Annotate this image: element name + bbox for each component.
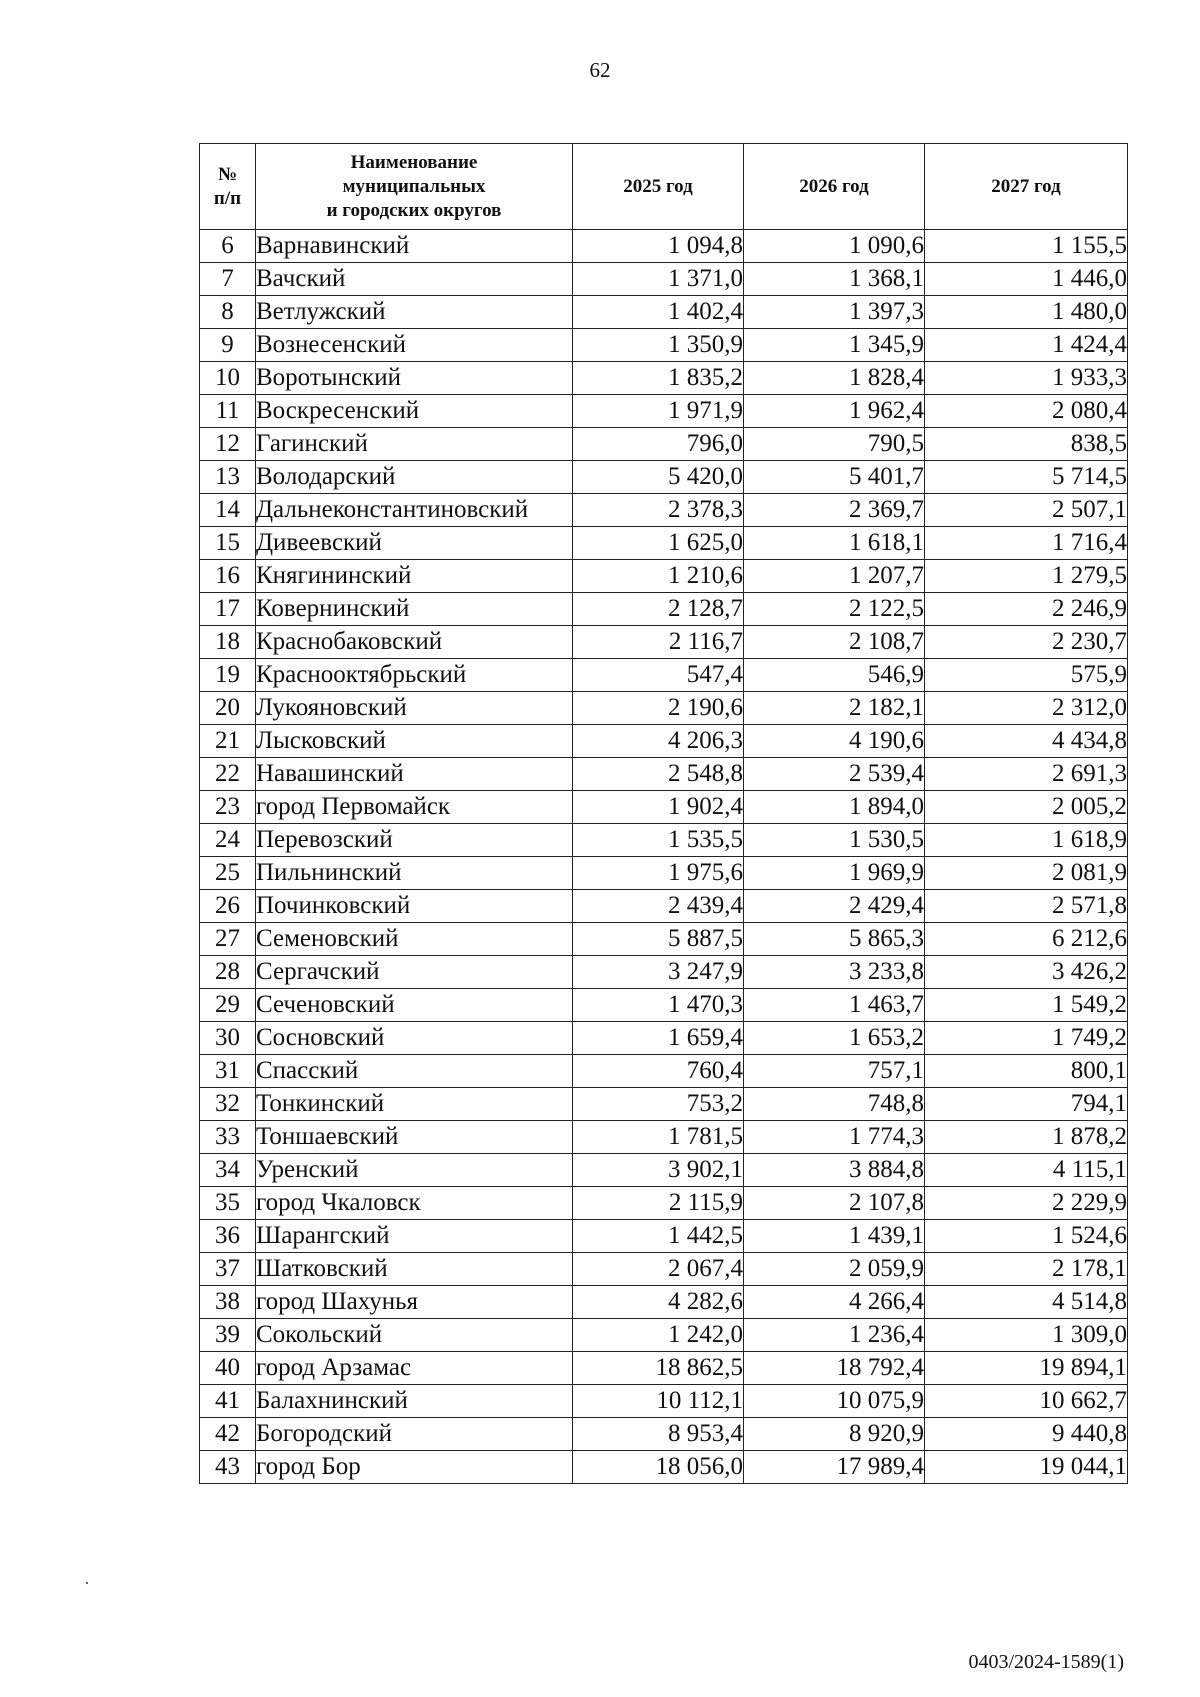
value-2025: 1 659,4: [573, 1022, 744, 1055]
row-number: 42: [200, 1418, 256, 1451]
row-number: 20: [200, 692, 256, 725]
value-2026: 1 653,2: [744, 1022, 925, 1055]
row-number: 35: [200, 1187, 256, 1220]
table-row: [200, 791, 1128, 824]
value-2026: 2 369,7: [744, 494, 925, 527]
value-2025: 1 442,5: [573, 1220, 744, 1253]
table-row: [200, 725, 1128, 758]
district-name: Уренский: [256, 1154, 573, 1187]
value-2026: 1 397,3: [744, 296, 925, 329]
table-row: [200, 1385, 1128, 1418]
district-name: Воротынский: [256, 362, 573, 395]
value-2026: 10 075,9: [744, 1385, 925, 1418]
value-2025: 3 247,9: [573, 956, 744, 989]
header-2027: 2027 год: [925, 144, 1128, 230]
value-2026: 1 236,4: [744, 1319, 925, 1352]
value-2025: 5 420,0: [573, 461, 744, 494]
district-name: Пильнинский: [256, 857, 573, 890]
row-number: 39: [200, 1319, 256, 1352]
district-name: Сергачский: [256, 956, 573, 989]
value-2025: 2 116,7: [573, 626, 744, 659]
value-2026: 2 429,4: [744, 890, 925, 923]
row-number: 29: [200, 989, 256, 1022]
value-2026: 1 774,3: [744, 1121, 925, 1154]
value-2027: 1 155,5: [925, 230, 1128, 263]
table-row: [200, 692, 1128, 725]
value-2025: 18 056,0: [573, 1451, 744, 1484]
value-2025: 2 548,8: [573, 758, 744, 791]
value-2027: 2 571,8: [925, 890, 1128, 923]
value-2025: 1 242,0: [573, 1319, 744, 1352]
value-2027: 2 230,7: [925, 626, 1128, 659]
value-2027: 2 229,9: [925, 1187, 1128, 1220]
value-2027: 4 434,8: [925, 725, 1128, 758]
value-2027: 1 279,5: [925, 560, 1128, 593]
value-2026: 2 108,7: [744, 626, 925, 659]
district-name: Сокольский: [256, 1319, 573, 1352]
table-row: [200, 857, 1128, 890]
row-number: 23: [200, 791, 256, 824]
table-row: [200, 395, 1128, 428]
table-row: [200, 362, 1128, 395]
table-row: [200, 1121, 1128, 1154]
value-2027: 2 081,9: [925, 857, 1128, 890]
row-number: 14: [200, 494, 256, 527]
value-2025: 2 128,7: [573, 593, 744, 626]
value-2026: 5 401,7: [744, 461, 925, 494]
district-name: Перевозский: [256, 824, 573, 857]
district-name: Тоншаевский: [256, 1121, 573, 1154]
row-number: 37: [200, 1253, 256, 1286]
district-name: Богородский: [256, 1418, 573, 1451]
value-2027: 1 309,0: [925, 1319, 1128, 1352]
value-2026: 18 792,4: [744, 1352, 925, 1385]
value-2025: 547,4: [573, 659, 744, 692]
row-number: 28: [200, 956, 256, 989]
value-2025: 1 902,4: [573, 791, 744, 824]
value-2025: 2 378,3: [573, 494, 744, 527]
district-name: Починковский: [256, 890, 573, 923]
value-2027: 1 618,9: [925, 824, 1128, 857]
row-number: 9: [200, 329, 256, 362]
value-2027: 10 662,7: [925, 1385, 1128, 1418]
value-2027: 800,1: [925, 1055, 1128, 1088]
table-row: [200, 824, 1128, 857]
value-2025: 18 862,5: [573, 1352, 744, 1385]
row-number: 7: [200, 263, 256, 296]
district-name: Дивеевский: [256, 527, 573, 560]
district-name: Гагинский: [256, 428, 573, 461]
row-number: 6: [200, 230, 256, 263]
table-row: [200, 1451, 1128, 1484]
table-body: [200, 230, 1128, 1484]
row-number: 38: [200, 1286, 256, 1319]
value-2027: 2 312,0: [925, 692, 1128, 725]
table-row: [200, 461, 1128, 494]
value-2026: 8 920,9: [744, 1418, 925, 1451]
value-2027: 1 446,0: [925, 263, 1128, 296]
row-number: 30: [200, 1022, 256, 1055]
value-2025: 2 115,9: [573, 1187, 744, 1220]
district-name: Навашинский: [256, 758, 573, 791]
district-name: город Шахунья: [256, 1286, 573, 1319]
value-2025: 1 210,6: [573, 560, 744, 593]
district-name: Краснооктябрьский: [256, 659, 573, 692]
value-2025: 760,4: [573, 1055, 744, 1088]
value-2027: 1 424,4: [925, 329, 1128, 362]
value-2026: 1 618,1: [744, 527, 925, 560]
district-name: Княгининский: [256, 560, 573, 593]
district-name: Ковернинский: [256, 593, 573, 626]
value-2025: 8 953,4: [573, 1418, 744, 1451]
value-2027: 1 480,0: [925, 296, 1128, 329]
district-name: Вачский: [256, 263, 573, 296]
value-2027: 2 246,9: [925, 593, 1128, 626]
row-number: 33: [200, 1121, 256, 1154]
value-2026: 748,8: [744, 1088, 925, 1121]
value-2026: 5 865,3: [744, 923, 925, 956]
district-name: Воскресенский: [256, 395, 573, 428]
district-name: Балахнинский: [256, 1385, 573, 1418]
district-name: Шарангский: [256, 1220, 573, 1253]
page-number: 62: [589, 58, 611, 82]
district-name: Вознесенский: [256, 329, 573, 362]
value-2027: 1 716,4: [925, 527, 1128, 560]
row-number: 21: [200, 725, 256, 758]
value-2027: 4 514,8: [925, 1286, 1128, 1319]
value-2027: 1 933,3: [925, 362, 1128, 395]
row-number: 16: [200, 560, 256, 593]
value-2027: 1 749,2: [925, 1022, 1128, 1055]
value-2025: 1 350,9: [573, 329, 744, 362]
value-2026: 3 233,8: [744, 956, 925, 989]
value-2027: 1 878,2: [925, 1121, 1128, 1154]
value-2026: 2 059,9: [744, 1253, 925, 1286]
row-number: 10: [200, 362, 256, 395]
value-2026: 1 368,1: [744, 263, 925, 296]
value-2026: 546,9: [744, 659, 925, 692]
district-name: Тонкинский: [256, 1088, 573, 1121]
value-2025: 1 535,5: [573, 824, 744, 857]
row-number: 11: [200, 395, 256, 428]
value-2027: 2 507,1: [925, 494, 1128, 527]
value-2025: 10 112,1: [573, 1385, 744, 1418]
district-name: Шатковский: [256, 1253, 573, 1286]
value-2025: 1 371,0: [573, 263, 744, 296]
value-2025: 1 470,3: [573, 989, 744, 1022]
value-2027: 575,9: [925, 659, 1128, 692]
value-2026: 2 539,4: [744, 758, 925, 791]
value-2026: 2 107,8: [744, 1187, 925, 1220]
value-2025: 4 282,6: [573, 1286, 744, 1319]
table-header: [200, 144, 1128, 230]
value-2027: 2 080,4: [925, 395, 1128, 428]
value-2026: 1 828,4: [744, 362, 925, 395]
row-number: 43: [200, 1451, 256, 1484]
value-2027: 1 524,6: [925, 1220, 1128, 1253]
value-2025: 1 835,2: [573, 362, 744, 395]
value-2025: 1 402,4: [573, 296, 744, 329]
district-name: город Арзамас: [256, 1352, 573, 1385]
value-2027: 794,1: [925, 1088, 1128, 1121]
value-2026: 1 345,9: [744, 329, 925, 362]
value-2027: 2 005,2: [925, 791, 1128, 824]
value-2026: 1 463,7: [744, 989, 925, 1022]
value-2025: 753,2: [573, 1088, 744, 1121]
table-row: [200, 428, 1128, 461]
table-row: [200, 593, 1128, 626]
value-2025: 1 625,0: [573, 527, 744, 560]
value-2026: 1 894,0: [744, 791, 925, 824]
row-number: 31: [200, 1055, 256, 1088]
value-2026: 4 266,4: [744, 1286, 925, 1319]
row-number: 22: [200, 758, 256, 791]
district-name: город Первомайск: [256, 791, 573, 824]
table-row: [200, 296, 1128, 329]
value-2027: 2 178,1: [925, 1253, 1128, 1286]
table-row: [200, 263, 1128, 296]
value-2026: 790,5: [744, 428, 925, 461]
document-code: 0403/2024-1589(1): [968, 1651, 1124, 1673]
table-row: [200, 956, 1128, 989]
table-row: [200, 560, 1128, 593]
row-number: 8: [200, 296, 256, 329]
budget-table: [199, 143, 1128, 1484]
value-2026: 4 190,6: [744, 725, 925, 758]
value-2025: 2 067,4: [573, 1253, 744, 1286]
district-name: Спасский: [256, 1055, 573, 1088]
district-name: город Чкаловск: [256, 1187, 573, 1220]
value-2027: 9 440,8: [925, 1418, 1128, 1451]
row-number: 12: [200, 428, 256, 461]
district-name: Лукояновский: [256, 692, 573, 725]
value-2025: 1 781,5: [573, 1121, 744, 1154]
scan-speck: [86, 1582, 88, 1584]
row-number: 34: [200, 1154, 256, 1187]
table-row: [200, 1187, 1128, 1220]
table-row: [200, 527, 1128, 560]
value-2025: 4 206,3: [573, 725, 744, 758]
value-2026: 1 530,5: [744, 824, 925, 857]
value-2025: 1 975,6: [573, 857, 744, 890]
district-name: Семеновский: [256, 923, 573, 956]
header-2025: 2025 год: [573, 144, 744, 230]
table-row: [200, 329, 1128, 362]
district-name: Сосновский: [256, 1022, 573, 1055]
row-number: 15: [200, 527, 256, 560]
value-2026: 3 884,8: [744, 1154, 925, 1187]
value-2026: 1 090,6: [744, 230, 925, 263]
district-name: Володарский: [256, 461, 573, 494]
district-name: Варнавинский: [256, 230, 573, 263]
row-number: 24: [200, 824, 256, 857]
table-row: [200, 1352, 1128, 1385]
header-name: Наименование муниципальных и городских округов: [256, 144, 573, 230]
table-row: [200, 1088, 1128, 1121]
value-2027: 5 714,5: [925, 461, 1128, 494]
value-2027: 2 691,3: [925, 758, 1128, 791]
value-2025: 5 887,5: [573, 923, 744, 956]
value-2027: 4 115,1: [925, 1154, 1128, 1187]
value-2025: 2 439,4: [573, 890, 744, 923]
value-2025: 796,0: [573, 428, 744, 461]
value-2026: 2 122,5: [744, 593, 925, 626]
district-name: Дальнеконстантиновский: [256, 494, 573, 527]
table-row: [200, 1154, 1128, 1187]
row-number: 36: [200, 1220, 256, 1253]
table-row: [200, 494, 1128, 527]
value-2027: 838,5: [925, 428, 1128, 461]
header-row: [200, 144, 1128, 230]
value-2027: 1 549,2: [925, 989, 1128, 1022]
value-2027: 19 044,1: [925, 1451, 1128, 1484]
row-number: 17: [200, 593, 256, 626]
table-row: [200, 626, 1128, 659]
value-2025: 3 902,1: [573, 1154, 744, 1187]
value-2026: 2 182,1: [744, 692, 925, 725]
row-number: 41: [200, 1385, 256, 1418]
header-2026: 2026 год: [744, 144, 925, 230]
row-number: 26: [200, 890, 256, 923]
row-number: 32: [200, 1088, 256, 1121]
table-row: [200, 1022, 1128, 1055]
row-number: 25: [200, 857, 256, 890]
header-number: № п/п: [200, 144, 256, 230]
value-2027: 19 894,1: [925, 1352, 1128, 1385]
table-row: [200, 1253, 1128, 1286]
value-2025: 1 094,8: [573, 230, 744, 263]
value-2026: 1 439,1: [744, 1220, 925, 1253]
table-row: [200, 1220, 1128, 1253]
value-2026: 757,1: [744, 1055, 925, 1088]
value-2026: 1 969,9: [744, 857, 925, 890]
table-row: [200, 1055, 1128, 1088]
district-name: Краснобаковский: [256, 626, 573, 659]
district-name: Ветлужский: [256, 296, 573, 329]
value-2025: 1 971,9: [573, 395, 744, 428]
district-name: Лысковский: [256, 725, 573, 758]
table-row: [200, 989, 1128, 1022]
value-2026: 17 989,4: [744, 1451, 925, 1484]
table-row: [200, 1319, 1128, 1352]
row-number: 18: [200, 626, 256, 659]
table-row: [200, 1286, 1128, 1319]
table-row: [200, 758, 1128, 791]
row-number: 19: [200, 659, 256, 692]
table-row: [200, 1418, 1128, 1451]
table-row: [200, 659, 1128, 692]
table-row: [200, 890, 1128, 923]
district-name: Сеченовский: [256, 989, 573, 1022]
row-number: 13: [200, 461, 256, 494]
row-number: 40: [200, 1352, 256, 1385]
value-2026: 1 962,4: [744, 395, 925, 428]
table-row: [200, 230, 1128, 263]
value-2027: 3 426,2: [925, 956, 1128, 989]
district-name: город Бор: [256, 1451, 573, 1484]
value-2027: 6 212,6: [925, 923, 1128, 956]
row-number: 27: [200, 923, 256, 956]
value-2026: 1 207,7: [744, 560, 925, 593]
table-row: [200, 923, 1128, 956]
value-2025: 2 190,6: [573, 692, 744, 725]
